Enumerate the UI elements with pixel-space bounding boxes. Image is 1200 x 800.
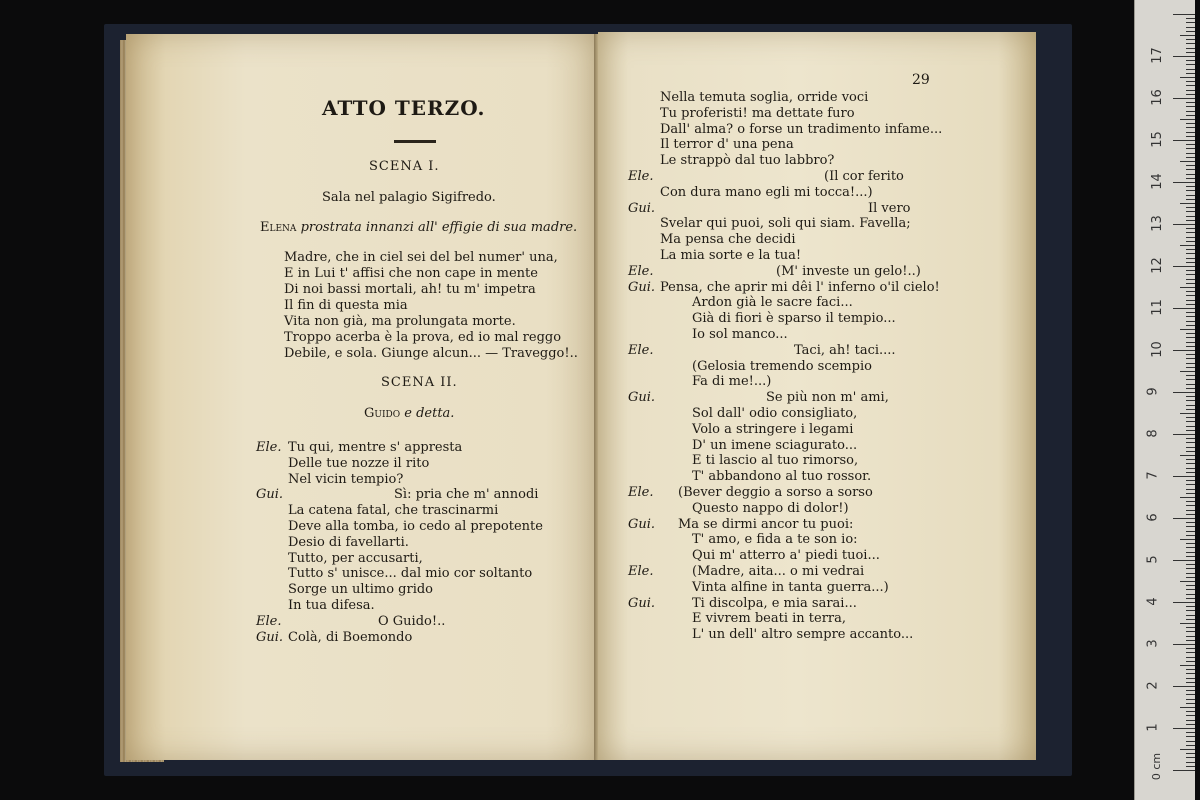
ruler-tick (1180, 413, 1195, 414)
ruler-tick (1180, 119, 1195, 120)
ruler-tick (1186, 81, 1195, 82)
ruler-tick (1186, 636, 1195, 637)
dialogue-line: (Gelosia tremendo scempio (692, 358, 872, 374)
ruler-tick (1186, 703, 1195, 704)
ruler-tick (1186, 375, 1195, 376)
ruler-tick (1186, 102, 1195, 103)
scene1-title: SCENA I. (369, 159, 440, 174)
ruler-tick (1186, 463, 1195, 464)
ruler-tick (1186, 333, 1195, 334)
ruler-tick (1186, 598, 1195, 599)
ruler-tick (1186, 279, 1195, 280)
ruler-number: 11 (1149, 299, 1165, 316)
ruler-tick (1186, 291, 1195, 292)
ruler-tick (1186, 22, 1195, 23)
dialogue-line: Colà, di Boemondo (288, 629, 413, 645)
ruler-tick (1180, 539, 1195, 540)
dialogue-line: Nel vicin tempio? (288, 471, 404, 487)
ruler-tick (1186, 547, 1195, 548)
ruler-tick (1173, 182, 1195, 183)
ruler-tick (1173, 56, 1195, 57)
ruler-tick (1186, 417, 1195, 418)
speaker-label: Gui. (628, 200, 656, 216)
speaker-label: Ele. (256, 440, 282, 455)
dialogue-line: Questo nappo di dolor!) (692, 500, 849, 516)
ruler-tick (1186, 123, 1195, 124)
ruler-tick (1186, 153, 1195, 154)
dialogue-line: Se più non m' ami, (766, 390, 889, 406)
dialogue-line: Il terror d' una pena (660, 137, 794, 153)
dialogue-line: Qui m' atterro a' piedi tuoi... (692, 548, 880, 564)
ruler-tick (1186, 85, 1195, 86)
dialogue-line: Ti discolpa, e mia sarai... (692, 595, 857, 611)
ruler-number: 9 (1145, 387, 1161, 396)
dialogue-line: Sol dall' odio consigliato, (692, 406, 858, 421)
ruler-tick (1186, 379, 1195, 380)
ruler-tick (1173, 728, 1195, 729)
dialogue-line: Io sol manco... (692, 327, 788, 342)
ruler-tick (1186, 316, 1195, 317)
ruler-tick (1186, 661, 1195, 662)
page-number: 29 (912, 72, 930, 88)
dialogue-line: Volo a stringere i legami (692, 421, 854, 437)
speaker-label: Gui. (256, 629, 284, 645)
ruler-tick (1173, 644, 1195, 645)
ruler-number: 14 (1149, 173, 1165, 190)
verse-line: Debile, e sola. Giunge alcun... — Traveggo!.. (284, 346, 578, 361)
ruler-tick (1186, 589, 1195, 590)
ruler-number: 17 (1149, 47, 1165, 64)
ruler-tick (1173, 518, 1195, 519)
ruler-tick (1173, 686, 1195, 687)
speaker-label: Ele. (628, 263, 654, 279)
ruler-number: 2 (1145, 681, 1161, 690)
ruler-tick (1180, 707, 1195, 708)
ruler-tick (1186, 657, 1195, 658)
ruler-tick (1186, 451, 1195, 452)
ruler-tick (1186, 522, 1195, 523)
ruler-tick (1173, 140, 1195, 141)
ruler-tick (1186, 157, 1195, 158)
ruler-tick (1180, 329, 1195, 330)
ruler-tick (1186, 249, 1195, 250)
ruler-tick (1180, 455, 1195, 456)
dialogue-line: Le strappò dal tuo labbro? (660, 153, 835, 169)
measuring-ruler (1134, 0, 1195, 800)
ruler-number: 13 (1149, 215, 1165, 232)
ruler-tick (1180, 371, 1195, 372)
ruler-tick (1186, 199, 1195, 200)
ruler-tick (1186, 321, 1195, 322)
ruler-tick (1186, 111, 1195, 112)
dialogue-line: Taci, ah! taci.... (794, 342, 896, 358)
ruler-tick (1186, 510, 1195, 511)
ruler-tick (1186, 409, 1195, 410)
ruler-tick (1186, 94, 1195, 95)
dialogue-line: (M' investe un gelo!..) (776, 263, 921, 279)
ruler-tick (1186, 673, 1195, 674)
dialogue-line: Già di fiori è sparso il tempio... (692, 311, 896, 327)
ruler-tick (1186, 363, 1195, 364)
dialogue-line: L' un dell' altro sempre accanto... (692, 627, 914, 643)
ruler-tick (1186, 489, 1195, 490)
ruler-tick (1186, 43, 1195, 44)
ruler-tick (1186, 228, 1195, 229)
ruler-tick (1173, 392, 1195, 393)
verse-line: Madre, che in ciel sei del bel numer' una, (284, 250, 558, 265)
ruler-tick (1186, 766, 1195, 767)
dialogue-line: Tu proferisti! ma dettate furo (660, 105, 855, 121)
ruler-tick (1186, 52, 1195, 53)
dialogue-line: In tua difesa. (288, 598, 375, 613)
ruler-tick (1186, 606, 1195, 607)
ruler-tick (1173, 98, 1195, 99)
ruler-tick (1186, 720, 1195, 721)
scene1-setting: Sala nel palagio Sigifredo. (322, 190, 496, 205)
verse-line: Di noi bassi mortali, ah! tu m' impetra (284, 282, 536, 297)
ruler-tick (1186, 295, 1195, 296)
ruler-tick (1186, 190, 1195, 191)
ruler-tick (1186, 60, 1195, 61)
ruler-tick (1186, 699, 1195, 700)
dialogue-line: (Madre, aita... o mi vedrai (692, 564, 865, 579)
ruler-tick (1173, 266, 1195, 267)
ruler-tick (1186, 342, 1195, 343)
ruler-tick (1186, 400, 1195, 401)
dialogue-line: Desio di favellarti. (288, 534, 409, 550)
ruler-tick (1180, 623, 1195, 624)
ruler-tick (1186, 724, 1195, 725)
right-page (598, 32, 1036, 760)
ruler-number: 12 (1149, 257, 1165, 274)
ruler-tick (1186, 90, 1195, 91)
ruler-tick (1186, 459, 1195, 460)
dialogue-line: Tutto, per accusarti, (288, 550, 423, 566)
dialogue-line: Nella temuta soglia, orride voci (660, 90, 869, 105)
ruler-number: 8 (1145, 429, 1161, 438)
ruler-tick (1186, 169, 1195, 170)
ruler-tick (1186, 556, 1195, 557)
ruler-tick (1186, 543, 1195, 544)
ruler-number: 6 (1145, 513, 1161, 522)
ruler-tick (1186, 274, 1195, 275)
ruler-tick (1186, 610, 1195, 611)
ruler-tick (1186, 442, 1195, 443)
ruler-tick (1186, 585, 1195, 586)
ruler-tick (1186, 505, 1195, 506)
ruler-tick (1186, 132, 1195, 133)
ruler-tick (1186, 514, 1195, 515)
ruler-tick (1186, 631, 1195, 632)
ruler-tick (1186, 73, 1195, 74)
ruler-tick (1186, 144, 1195, 145)
speaker-label: Gui. (628, 595, 656, 611)
ruler-tick (1186, 31, 1195, 32)
ruler-tick (1186, 552, 1195, 553)
ruler-tick (1186, 526, 1195, 527)
ruler-tick (1186, 64, 1195, 65)
speaker-label: Ele. (628, 169, 654, 184)
title-rule (394, 140, 436, 143)
ruler-tick (1186, 652, 1195, 653)
dialogue-line: Tutto s' unisce... dal mio cor soltanto (288, 566, 533, 582)
dialogue-line: (Il cor ferito (824, 169, 904, 184)
ruler-tick (1186, 531, 1195, 532)
ruler-tick (1186, 573, 1195, 574)
ruler-tick (1173, 476, 1195, 477)
ruler-tick (1186, 27, 1195, 28)
dialogue-line: Delle tue nozze il rito (288, 455, 430, 471)
scene2-cast (364, 406, 454, 422)
ruler-tick (1186, 682, 1195, 683)
ruler-tick (1186, 694, 1195, 695)
ruler-number: 3 (1145, 639, 1161, 648)
ruler-tick (1186, 493, 1195, 494)
ruler-tick (1186, 430, 1195, 431)
speaker-label: Gui. (628, 279, 656, 295)
dialogue-line: Ardon già le sacre faci... (692, 295, 853, 311)
ruler-tick (1186, 535, 1195, 536)
scene2-title: SCENA II. (381, 375, 458, 390)
ruler-tick (1186, 762, 1195, 763)
ruler-tick (1173, 560, 1195, 561)
ruler-tick (1186, 690, 1195, 691)
ruler-tick (1186, 18, 1195, 19)
dialogue-line: T' amo, e fida a te son io: (692, 532, 858, 548)
dialogue-line: Ma se dirmi ancor tu puoi: (678, 516, 854, 532)
ruler-tick (1180, 497, 1195, 498)
ruler-tick (1186, 757, 1195, 758)
ruler-tick (1186, 304, 1195, 305)
ruler-tick (1186, 106, 1195, 107)
ruler-tick (1180, 581, 1195, 582)
ruler-tick (1186, 396, 1195, 397)
ruler-tick (1186, 237, 1195, 238)
ruler-tick (1186, 178, 1195, 179)
ruler-tick (1186, 211, 1195, 212)
dialogue-line: Tu qui, mentre s' appresta (288, 440, 463, 455)
dialogue-line: O Guido!.. (378, 613, 446, 629)
ruler-tick (1180, 287, 1195, 288)
ruler-tick (1186, 69, 1195, 70)
dialogue-line: E ti lascio al tuo rimorso, (692, 453, 859, 469)
ruler-tick (1186, 258, 1195, 259)
ruler-tick (1173, 224, 1195, 225)
ruler-tick (1173, 14, 1195, 15)
ruler-tick (1186, 241, 1195, 242)
ruler-tick (1186, 468, 1195, 469)
ruler-tick (1186, 346, 1195, 347)
ruler-tick (1186, 753, 1195, 754)
verse-line: Vita non già, ma prolungata morte. (284, 314, 516, 329)
ruler-tick (1173, 308, 1195, 309)
ruler-tick (1186, 501, 1195, 502)
ruler-tick (1186, 312, 1195, 313)
speaker-label: Ele. (628, 564, 654, 579)
ruler-tick (1186, 640, 1195, 641)
ruler-tick (1186, 207, 1195, 208)
ruler-tick (1173, 434, 1195, 435)
ruler-tick (1186, 367, 1195, 368)
ruler-number: 15 (1149, 131, 1165, 148)
left-page (126, 34, 596, 760)
dialogue-line: Con dura mano egli mi tocca!...) (660, 184, 873, 200)
ruler-tick (1186, 262, 1195, 263)
ruler-tick (1180, 245, 1195, 246)
ruler-tick (1186, 619, 1195, 620)
ruler-tick (1186, 270, 1195, 271)
dialogue-line: T' abbandono al tuo rossor. (692, 469, 872, 485)
ruler-tick (1186, 577, 1195, 578)
ruler-tick (1186, 568, 1195, 569)
ruler-tick (1186, 127, 1195, 128)
speaker-label: Gui. (256, 487, 284, 503)
ruler-tick (1180, 749, 1195, 750)
ruler-tick (1186, 174, 1195, 175)
ruler-tick (1186, 615, 1195, 616)
ruler-tick (1186, 216, 1195, 217)
speaker-label: Ele. (628, 342, 654, 358)
scene1-direction (260, 220, 577, 236)
ruler-tick (1186, 715, 1195, 716)
ruler-tick (1186, 669, 1195, 670)
ruler-tick (1186, 136, 1195, 137)
ruler-tick (1186, 253, 1195, 254)
ruler-tick (1186, 447, 1195, 448)
dialogue-line: Svelar qui puoi, soli qui siam. Favella; (660, 216, 911, 232)
ruler-tick (1186, 220, 1195, 221)
ruler-tick (1186, 426, 1195, 427)
ruler-tick (1186, 745, 1195, 746)
dialogue-line: Ma pensa che decidi (660, 232, 796, 248)
ruler-tick (1180, 665, 1195, 666)
ruler-number: 16 (1149, 89, 1165, 106)
ruler-tick (1186, 186, 1195, 187)
ruler-tick (1186, 472, 1195, 473)
ruler-tick (1186, 564, 1195, 565)
ruler-tick (1186, 325, 1195, 326)
ruler-number: 4 (1145, 597, 1161, 606)
ruler-number: 5 (1145, 555, 1161, 564)
ruler-tick (1186, 283, 1195, 284)
ruler-tick (1186, 195, 1195, 196)
ruler-tick (1186, 39, 1195, 40)
act-title: ATTO TERZO. (322, 96, 486, 120)
dialogue-line: (Bever deggio a sorso a sorso (678, 485, 873, 500)
ruler-tick (1180, 161, 1195, 162)
ruler-tick (1186, 594, 1195, 595)
ruler-tick (1180, 77, 1195, 78)
dialogue-line: Dall' alma? o forse un tradimento infame... (660, 121, 943, 137)
ruler-tick (1186, 736, 1195, 737)
ruler-number: 1 (1145, 723, 1161, 732)
ruler-number: 10 (1149, 341, 1165, 358)
ruler-tick (1186, 648, 1195, 649)
verse-line: Il fin di questa mia (284, 298, 408, 313)
ruler-tick (1186, 384, 1195, 385)
ruler-tick (1173, 770, 1195, 771)
dialogue-line: E vivrem beati in terra, (692, 611, 847, 627)
direction-character: Elena (260, 220, 297, 235)
ruler-number: 7 (1145, 471, 1161, 480)
ruler-tick (1186, 388, 1195, 389)
ruler-tick (1186, 438, 1195, 439)
dialogue-line: Il vero (868, 200, 911, 216)
ruler-tick (1186, 484, 1195, 485)
verse-line: E in Lui t' affisi che non cape in mente (284, 266, 538, 281)
dialogue-line: La mia sorte e la tua! (660, 248, 802, 263)
dialogue-line: Fa di me!...) (692, 374, 772, 390)
ruler-tick (1180, 203, 1195, 204)
speaker-label: Gui. (628, 390, 656, 406)
dialogue-line: D' un imene sciagurato... (692, 437, 858, 453)
ruler-tick (1186, 148, 1195, 149)
ruler-tick (1186, 115, 1195, 116)
speaker-label: Gui. (628, 516, 656, 532)
ruler-tick (1186, 711, 1195, 712)
dialogue-line: Vinta alfine in tanta guerra...) (692, 579, 889, 595)
cast-character: Guido (364, 406, 401, 421)
ruler-tick (1186, 480, 1195, 481)
dialogue-line: Sorge un ultimo grido (288, 582, 434, 598)
ruler-tick (1186, 165, 1195, 166)
ruler-tick (1186, 421, 1195, 422)
dialogue-line: Deve alla tomba, io cedo al prepotente (288, 519, 543, 534)
ruler-tick (1186, 232, 1195, 233)
ruler-tick (1186, 405, 1195, 406)
ruler-tick (1186, 732, 1195, 733)
ruler-tick (1186, 741, 1195, 742)
ruler-unit-label: 0 cm (1150, 752, 1164, 781)
verse-line: Troppo acerba è la prova, ed io mal reggo (284, 330, 562, 345)
ruler-tick (1186, 300, 1195, 301)
dialogue-line: Sì: pria che m' annodi (394, 487, 539, 503)
dialogue-line: Pensa, che aprir mi dêi l' inferno o'il cielo! (660, 279, 940, 295)
ruler-tick (1186, 354, 1195, 355)
ruler-tick (1186, 678, 1195, 679)
ruler-tick (1186, 627, 1195, 628)
ruler-tick (1186, 358, 1195, 359)
ruler-tick (1180, 35, 1195, 36)
speaker-label: Ele. (256, 613, 282, 629)
speaker-label: Ele. (628, 485, 654, 500)
direction-text: prostrata innanzi all' effigie di sua madre. (300, 220, 578, 235)
ruler-tick (1173, 350, 1195, 351)
dialogue-line: La catena fatal, che trascinarmi (288, 503, 499, 519)
ruler-tick (1173, 602, 1195, 603)
ruler-tick (1186, 48, 1195, 49)
ruler-tick (1186, 337, 1195, 338)
cast-rest: e detta. (404, 406, 455, 421)
